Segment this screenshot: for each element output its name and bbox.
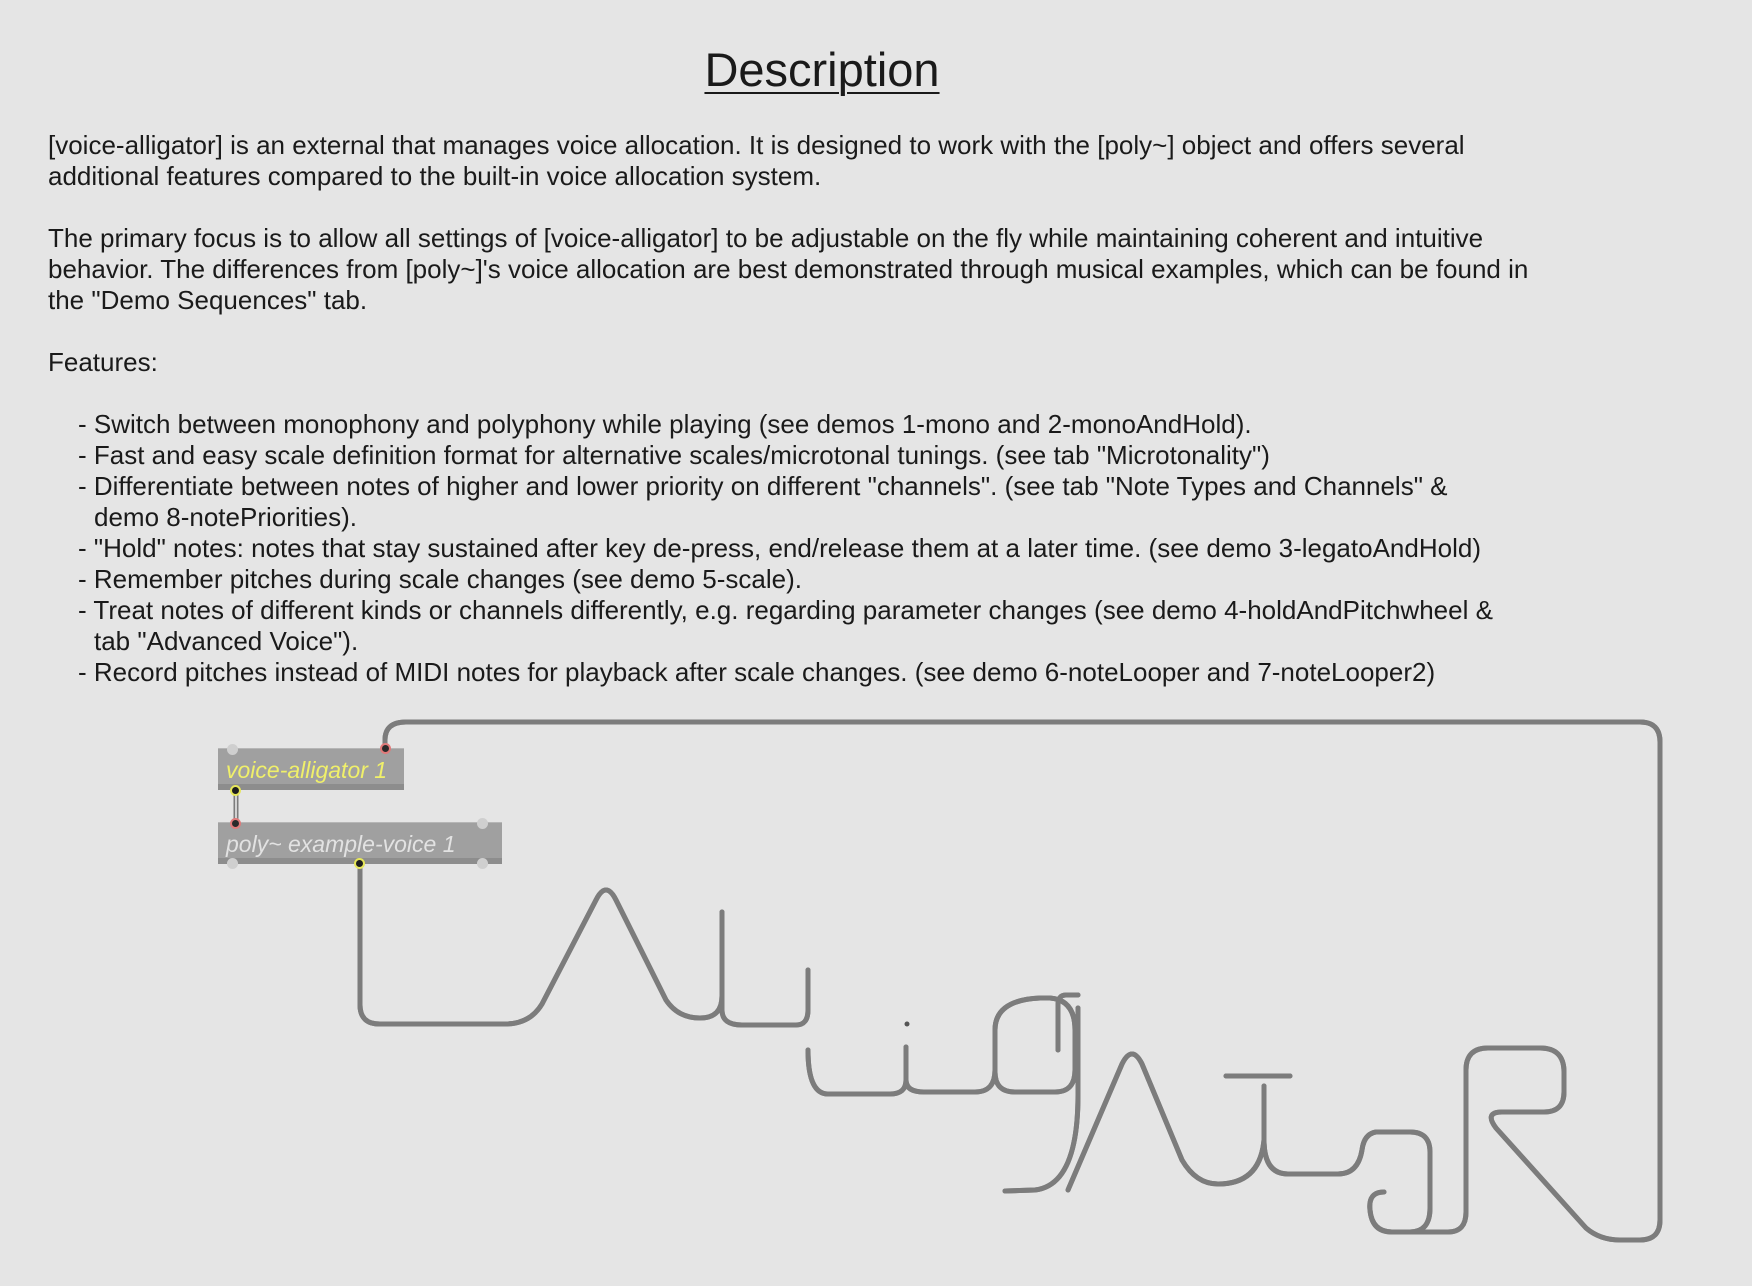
poly-outlet-1[interactable] <box>227 858 238 869</box>
focus-line-3: the "Demo Sequences" tab. <box>48 285 368 315</box>
intro-line-1: [voice-alligator] is an external that manages voice allocation. It is designed to work with the [poly~] object and offers several <box>48 130 1465 160</box>
feature-text: - Switch between monophony and polyphony while playing (see demos 1-mono and 2-monoAndHold). <box>78 409 1252 439</box>
voice-alligator-object-label: voice-alligator 1 <box>226 757 388 783</box>
poly-outlet-2[interactable] <box>354 858 365 869</box>
features-heading[interactable]: Features: <box>48 347 158 377</box>
focus-line-2: behavior. The differences from [poly~]'s voice allocation are best demonstrated through musical examples, which can be found in <box>48 254 1529 284</box>
voice-alligator-outlet[interactable] <box>230 785 241 796</box>
voice-alligator-inlet-1[interactable] <box>227 744 238 755</box>
description-title: Description <box>704 43 940 96</box>
feature-text: - "Hold" notes: notes that stay sustained after key de-press, end/release them at a later time. (see demo 3-legatoAndHold) <box>78 533 1481 563</box>
voice-alligator-inlet-2[interactable] <box>380 743 391 754</box>
poly-object-label: poly~ example-voice 1 <box>226 831 456 857</box>
feature-text: - Differentiate between notes of higher and lower priority on different "channels". (see tab "Note Types and Channels" & <box>78 471 1448 501</box>
poly-inlet-2[interactable] <box>477 818 488 829</box>
poly-outlet-3[interactable] <box>477 858 488 869</box>
feature-text: - Record pitches instead of MIDI notes for playback after scale changes. (see demo 6-noteLooper and 7-noteLooper2) <box>78 657 1436 687</box>
feature-text: - Fast and easy scale definition format for alternative scales/microtonal tunings. (see tab "Microtonality") <box>78 440 1270 470</box>
feature-text: - Treat notes of different kinds or channels differently, e.g. regarding parameter changes (see demo 4-holdAndPitchwheel & <box>78 595 1493 625</box>
cable-alligator-lettering[interactable] <box>360 722 1660 1240</box>
feature-text-continued: demo 8-notePriorities). <box>94 502 357 532</box>
feature-text-continued: tab "Advanced Voice"). <box>94 626 359 656</box>
poly-inlet-1[interactable] <box>230 818 241 829</box>
intro-line-2: additional features compared to the built-in voice allocation system. <box>48 161 822 191</box>
focus-line-1: The primary focus is to allow all settings of [voice-alligator] to be adjustable on the fly while maintaining coherent and intuitive <box>48 223 1484 253</box>
letter-i-dot <box>905 1022 910 1027</box>
voice-alligator-object[interactable] <box>218 748 404 790</box>
feature-text: - Remember pitches during scale changes (see demo 5-scale). <box>78 564 803 594</box>
